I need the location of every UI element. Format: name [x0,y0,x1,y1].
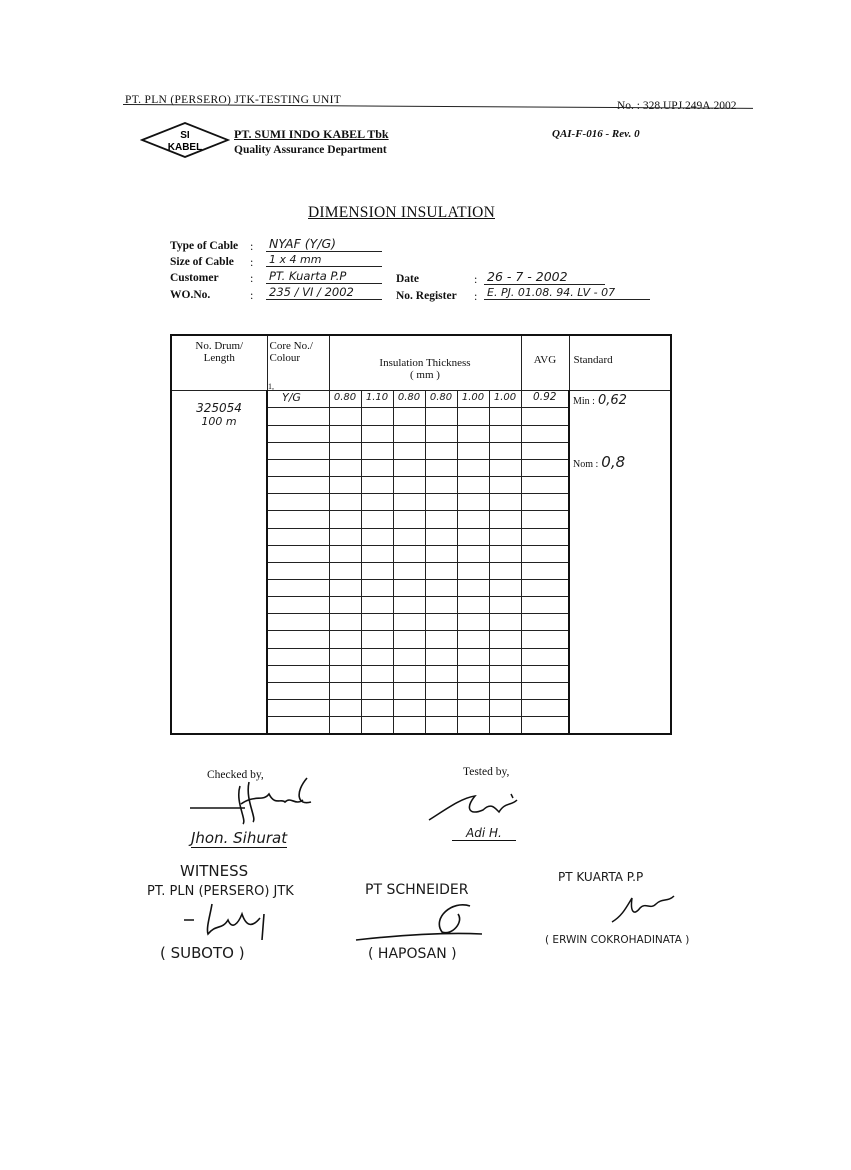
register-value: E. PJ. 01.08. 94. LV - 07 [484,286,650,300]
reading-cell [329,579,361,596]
reading-cell [329,665,361,682]
schneider-name: ( HAPOSAN ) [368,946,457,962]
reading-cell [457,477,489,494]
reading-cell [457,511,489,528]
reading-cell [457,665,489,682]
standard-nom [573,453,625,471]
tested-by-label: Tested by, [463,766,510,778]
reading-cell [393,459,425,476]
reading-cell [361,700,393,717]
reading-cell [457,579,489,596]
wo-value: 235 / VI / 2002 [266,285,382,300]
drum-number: 325054 [196,401,242,416]
reading-cell [425,511,457,528]
reading-cell [329,391,361,408]
size-label: Size of Cable [170,256,234,268]
core-cell [267,562,329,579]
reading-cell [329,562,361,579]
core-mark: 1, [268,382,274,392]
avg-cell [521,442,569,459]
reading-cell [489,545,521,562]
company-logo [140,122,230,158]
reading-cell [361,477,393,494]
reading-cell [393,597,425,614]
avg-cell [521,562,569,579]
reading-cell [489,665,521,682]
reading-value: 0.80 [333,392,357,404]
core-cell [267,425,329,442]
reading-cell [489,700,521,717]
reading-cell [457,459,489,476]
reading-cell [425,425,457,442]
core-cell [267,528,329,545]
schneider-signature [352,898,492,950]
reading-cell [457,494,489,511]
reading-cell [361,682,393,699]
reading-cell [329,614,361,631]
company-department: Quality Assurance Department [234,144,387,156]
reading-cell [489,717,521,734]
reading-cell [425,579,457,596]
core-cell [267,700,329,717]
reading-cell [361,545,393,562]
reading-cell [329,597,361,614]
reading-cell [393,700,425,717]
avg-cell [521,511,569,528]
header-standard: Standard [569,335,671,391]
reading-cell [393,682,425,699]
avg-cell [521,717,569,734]
avg-cell [521,614,569,631]
reading-cell [489,562,521,579]
core-cell [267,648,329,665]
kuarta-signature [608,886,678,926]
reading-cell [361,528,393,545]
reading-cell [457,545,489,562]
reading-cell [393,545,425,562]
reading-cell [425,665,457,682]
standard-cell [569,391,671,734]
drum-cell [171,391,267,734]
reading-cell [329,442,361,459]
avg-cell [521,597,569,614]
reading-cell [361,597,393,614]
avg-cell [521,459,569,476]
reading-cell [393,614,425,631]
customer-label: Customer [170,272,219,284]
standard-min-value: 0,62 [597,393,627,409]
reading-cell [489,425,521,442]
reading-cell [329,459,361,476]
witness-pln-signature [180,900,280,945]
reading-cell [489,597,521,614]
reading-cell [329,545,361,562]
reading-cell [361,408,393,425]
core-cell [267,545,329,562]
reading-cell [393,442,425,459]
reading-cell [361,494,393,511]
core-cell [267,477,329,494]
reading-cell [329,717,361,734]
reading-cell [425,597,457,614]
core-cell [267,511,329,528]
avg-cell [521,477,569,494]
avg-cell [521,700,569,717]
reading-cell [425,459,457,476]
svg-text:SI: SI [180,130,190,141]
reading-cell [425,545,457,562]
reading-cell [489,408,521,425]
tested-name: Adi H. [452,826,516,841]
reading-cell [457,408,489,425]
core-colour: Y/G [282,391,301,405]
header-core-label: Core No./ Colour [269,340,313,364]
header-avg: AVG [521,335,569,391]
type-colon: : [250,239,254,253]
reading-cell [457,391,489,408]
witness-title: WITNESS [180,862,249,880]
reading-cell [425,391,457,408]
table-header-row [171,335,671,369]
standard-nom-label: Nom : [573,459,599,471]
reading-cell [425,494,457,511]
reading-cell [361,459,393,476]
reading-cell [425,477,457,494]
avg-cell [521,408,569,425]
reading-cell [393,391,425,408]
reading-cell [361,717,393,734]
witness-pln: PT. PLN (PERSERO) JTK [147,884,294,899]
size-value: 1 x 4 mm [266,253,382,267]
witness-schneider: PT SCHNEIDER [365,882,469,898]
reading-cell [393,425,425,442]
core-cell [267,459,329,476]
reading-value: 1.00 [493,392,517,404]
reading-cell [457,597,489,614]
core-cell [267,597,329,614]
reading-cell [425,408,457,425]
reading-cell [393,477,425,494]
avg-cell [521,579,569,596]
reading-value: 0.80 [397,392,421,404]
wo-label: WO.No. [170,289,211,301]
avg-cell [521,631,569,648]
reading-cell [425,717,457,734]
reading-cell [489,631,521,648]
reading-cell [425,528,457,545]
core-cell [267,408,329,425]
reading-cell [457,562,489,579]
reading-cell [329,631,361,648]
reading-cell [393,631,425,648]
reading-cell [489,459,521,476]
header-drum [171,335,267,391]
reading-cell [393,717,425,734]
reading-value: 0.80 [429,392,453,404]
core-cell [267,579,329,596]
reading-value: 1.10 [365,392,389,404]
reading-cell [329,494,361,511]
reading-cell [457,700,489,717]
size-colon: : [250,255,254,269]
reading-cell [457,717,489,734]
reading-cell [361,511,393,528]
reading-cell [457,442,489,459]
core-cell [267,682,329,699]
reading-cell [393,579,425,596]
avg-cell [521,665,569,682]
reading-value: 1.00 [461,392,485,404]
date-value: 26 - 7 - 2002 [484,269,605,285]
reading-cell [425,614,457,631]
wo-colon: : [250,288,254,302]
core-cell [267,665,329,682]
reading-cell [393,562,425,579]
reading-cell [393,494,425,511]
reading-cell [361,562,393,579]
header-thickness-label: Insulation Thickness [379,357,471,370]
standard-nom-value: 0,8 [601,453,626,472]
reading-cell [489,528,521,545]
customer-value: PT. Kuarta P.P [266,269,382,284]
avg-cell [521,648,569,665]
form-code: QAI-F-016 - Rev. 0 [552,128,640,140]
witness-pln-name: ( SUBOTO ) [160,944,245,962]
register-label: No. Register [396,290,457,302]
header-core [267,335,329,391]
reading-cell [425,442,457,459]
core-cell [267,717,329,734]
reading-cell [489,511,521,528]
reading-cell [329,700,361,717]
header-left: PT. PLN (PERSERO) JTK-TESTING UNIT [125,94,342,106]
reading-cell [329,648,361,665]
reading-cell [457,425,489,442]
reading-cell [489,579,521,596]
reading-cell [425,562,457,579]
core-cell [267,494,329,511]
avg-cell [521,425,569,442]
table-row [171,391,671,408]
reading-cell [489,477,521,494]
reading-cell [457,528,489,545]
reading-cell [361,391,393,408]
reading-cell [489,494,521,511]
reading-cell [361,579,393,596]
reading-cell [393,511,425,528]
avg-cell [521,545,569,562]
reading-cell [361,665,393,682]
standard-min [573,393,627,408]
header-right: No. : 328.UPJ.249A.2002 [617,100,737,112]
reading-cell [329,682,361,699]
reading-cell [361,648,393,665]
reading-cell [457,648,489,665]
reading-cell [329,511,361,528]
checked-name: Jhon. Sihurat [191,829,288,847]
type-value: NYAF (Y/G) [266,236,382,252]
register-colon: : [474,289,478,303]
core-cell [267,382,329,408]
checked-signature [185,772,335,832]
date-colon: : [474,272,478,286]
reading-cell [329,408,361,425]
tested-signature [425,788,535,828]
reading-cell [425,631,457,648]
reading-cell [393,665,425,682]
reading-cell [489,614,521,631]
header-thickness-unit: ( mm ) [329,369,521,390]
reading-cell [489,442,521,459]
standard-min-label: Min : [573,396,595,408]
reading-cell [361,614,393,631]
reading-cell [329,477,361,494]
header-thickness [329,335,521,369]
reading-cell [489,391,521,408]
reading-cell [361,631,393,648]
document-title: DIMENSION INSULATION [308,204,495,221]
reading-cell [489,682,521,699]
checked-by-label: Checked by, [207,769,264,781]
core-cell [267,614,329,631]
core-cell [267,442,329,459]
avg-value: 0.92 [533,391,557,404]
avg-cell [521,682,569,699]
avg-cell [521,391,569,408]
reading-cell [393,528,425,545]
reading-cell [425,648,457,665]
date-label: Date [396,273,419,285]
reading-cell [329,528,361,545]
reading-cell [425,682,457,699]
reading-cell [489,648,521,665]
svg-text:KABEL: KABEL [167,142,203,153]
reading-cell [393,408,425,425]
reading-cell [329,425,361,442]
reading-cell [361,425,393,442]
avg-cell [521,528,569,545]
avg-cell [521,494,569,511]
witness-kuarta: PT KUARTA P.P [558,870,644,884]
reading-cell [457,631,489,648]
reading-cell [457,614,489,631]
reading-cell [457,682,489,699]
reading-cell [393,648,425,665]
type-label: Type of Cable [170,240,239,252]
kuarta-name: ( ERWIN COKROHADINATA ) [545,934,690,946]
reading-cell [361,442,393,459]
company-name: PT. SUMI INDO KABEL Tbk [234,127,389,141]
core-cell [267,631,329,648]
header-drum-label: No. Drum/ Length [195,340,244,364]
drum-length: 100 m [201,415,237,429]
customer-colon: : [250,271,254,285]
dimension-table [170,334,672,735]
reading-cell [425,700,457,717]
